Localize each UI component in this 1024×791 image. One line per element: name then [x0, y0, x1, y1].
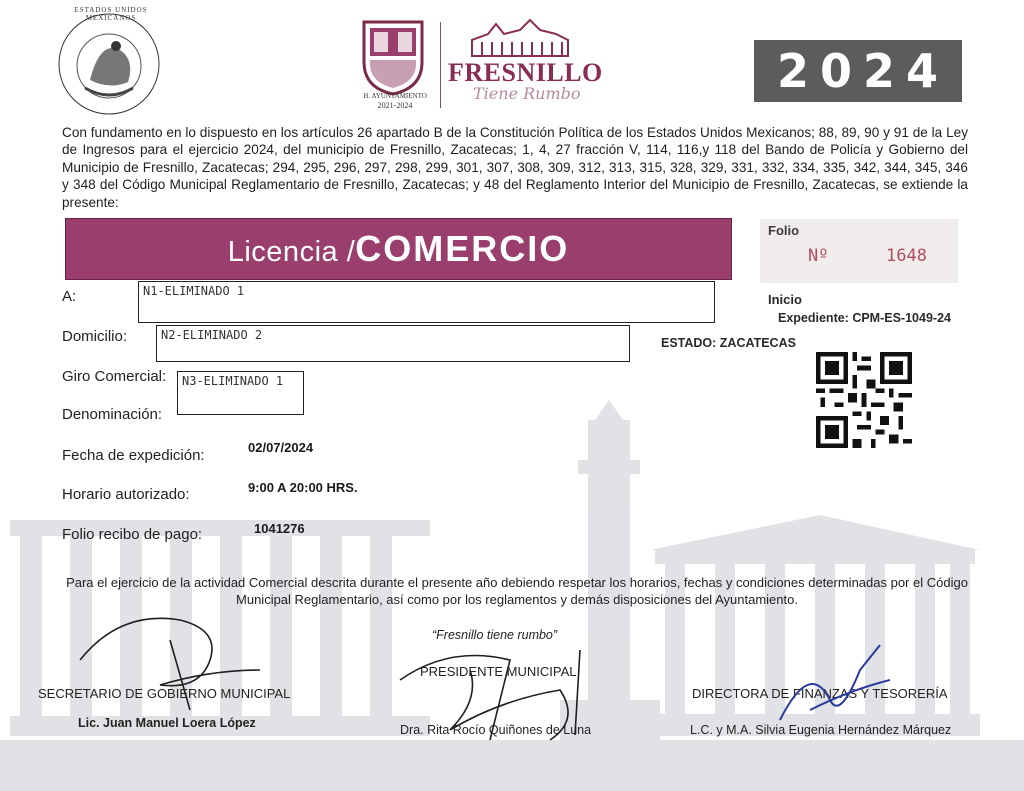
period-label: 2021-2024 [377, 101, 413, 110]
slogan-text: Tiene Rumbo [473, 84, 581, 103]
signatory-center-name: Dra. Rita Rocío Quiñones de Luna [400, 723, 592, 737]
banner-prefix: Licencia / [227, 236, 356, 268]
signature-directora [770, 640, 900, 740]
recipient-label: A: [62, 288, 77, 305]
municipal-motto: “Fresnillo tiene rumbo” [432, 628, 558, 642]
year-badge: 2024 [754, 40, 962, 102]
signature-presidenta [390, 640, 610, 750]
municipal-shield-icon [360, 18, 426, 96]
license-type-banner [65, 218, 732, 280]
signature-secretario [60, 600, 270, 720]
ayuntamiento-caption [350, 92, 440, 110]
ayuntamiento-label: H. AYUNTAMIENTO [363, 92, 427, 100]
case-file-number: Expediente: CPM-ES-1049-24 [778, 311, 951, 325]
signatory-center-title: PRESIDENTE MUNICIPAL [420, 664, 577, 679]
denomination-label: Denominación: [62, 406, 163, 423]
signatory-left-name: Lic. Juan Manuel Loera López [78, 716, 256, 730]
legal-basis-paragraph: Con fundamento en lo dispuesto en los artículos 26 apartado B de la Constitución Política de los Estados Unidos Mexicanos; 88, 89, 90 y 91 de la Ley de Ingresos para el ejercicio 2024, del municipio de Fresnillo, Zacatecas; 1, 4, 27 fracción V, 114, 116,y 118 del Bando de Policía y Gobierno del Municipio de Fresnillo, Zacatecas; 294, 295, 296, 297, 298, 299, 301, 307, 308, 309, 312, 313, 315, 328, 329, 331, 332, 334, 335, 342, 344, 345, 346 y 348 del Código Municipal Reglamentario de Fresnillo, Zacatecas; y 48 del Reglamento Interior del Municipio de Fresnillo, Zacatecas, se extiende la presente: [62, 125, 968, 210]
header-divider [440, 22, 441, 108]
issue-date-value: 02/07/2024 [248, 440, 314, 455]
authorized-hours-label: Horario autorizado: [62, 486, 190, 503]
address-label: Domicilio: [62, 328, 128, 345]
seal-caption: ESTADOS UNIDOS MEXICANOS [74, 6, 148, 22]
national-seal-icon [50, 10, 168, 118]
state-label: ESTADO: ZACATECAS [661, 336, 796, 350]
skyline-logo-icon [468, 18, 572, 58]
municipality-logo-text: FRESNILLO [448, 58, 603, 87]
closing-paragraph: Para el ejercicio de la actividad Comercial descrita durante el presente año debiendo respetar los horarios, fechas y condiciones determinadas por el Código Municipal Reglamentario, así como por los reglamentos y demás disposiciones del Ayuntamiento. [66, 575, 968, 607]
banner-license-type: COMERCIO [355, 228, 570, 269]
signatory-left-title: SECRETARIO DE GOBIERNO MUNICIPAL [38, 686, 291, 701]
business-line-label: Giro Comercial: [62, 368, 167, 385]
payment-receipt-value: 1041276 [254, 521, 305, 536]
qr-code-icon [816, 352, 912, 448]
folio-label: Folio [768, 223, 800, 238]
business-line-field: N3-ELIMINADO 1 [177, 371, 304, 415]
banner-title [227, 228, 570, 269]
signatory-right-name: L.C. y M.A. Silvia Eugenia Hernández Márquez [690, 723, 952, 737]
folio-number: 1648 [886, 246, 927, 266]
recipient-field: N1-ELIMINADO 1 [138, 281, 715, 323]
address-field: N2-ELIMINADO 2 [156, 325, 630, 362]
payment-receipt-label: Folio recibo de pago: [62, 526, 203, 543]
issue-date-label: Fecha de expedición: [62, 447, 205, 464]
folio-number-symbol: Nº [808, 246, 829, 266]
status-inicio: Inicio [768, 292, 802, 307]
signatory-right-title: DIRECTORA DE FINANZAS Y TESORERÍA [692, 686, 948, 701]
authorized-hours-value: 9:00 A 20:00 HRS. [248, 480, 358, 495]
